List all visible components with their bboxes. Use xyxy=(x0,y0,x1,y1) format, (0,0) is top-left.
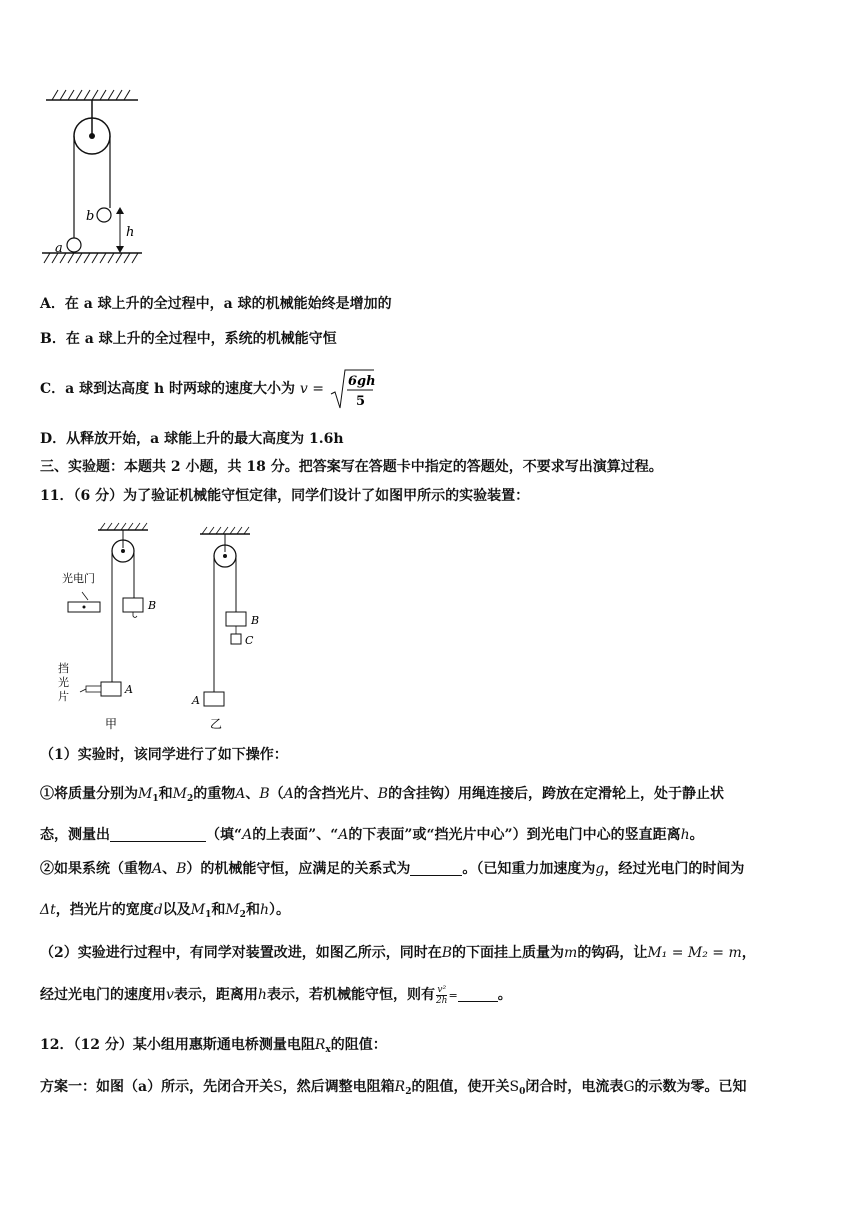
q11-part1-title: （1）实验时，该同学进行了如下操作： xyxy=(40,747,288,763)
label-b-yi: B xyxy=(251,614,260,627)
label-a-jia: A xyxy=(125,683,133,696)
hook-c xyxy=(231,634,241,644)
q11-part2-line1: （2）实验进行过程中，有同学对装置改进，如图乙所示，同时在B的下面挂上质量为m的钩码，让M₁ = M₂ = m， xyxy=(40,945,756,961)
ball-a xyxy=(67,238,81,252)
option-c-v: v = xyxy=(299,381,324,397)
q11-step1-line1: ①将质量分别为$M_1$和$M_2$的重物A、B（A的含挡光片、B的含挂钩）用绳连接后，跨放在定滑轮上，处于静止状 xyxy=(40,786,725,804)
pulley-figure-1 xyxy=(36,86,148,272)
label-a: a xyxy=(55,241,63,256)
option-c-text: C．a 球到达高度 h 时两球的速度大小为 xyxy=(40,381,296,397)
block-a-jia xyxy=(101,682,121,696)
option-b: B．在 a 球上升的全过程中，系统的机械能守恒 xyxy=(40,331,337,347)
label-shade-3: 片 xyxy=(58,690,69,703)
caption-jia: 甲 xyxy=(105,717,118,731)
answer-blank-2[interactable] xyxy=(410,861,462,876)
q11-step1-line2: 态，测量出 （填“A的上表面”、“A的下表面”或“挡光片中心”）到光电门中心的竖直距离h。 xyxy=(40,827,704,843)
q12-method1: 方案一：如图（a）所示，先闭合开关S，然后调整电阻箱$R_2$的阻值，使开关$S_0$闭合时，电流表G的示数为零。已知 xyxy=(40,1079,747,1097)
q11-header: 11．（6 分）为了验证机械能守恒定律，同学们设计了如图甲所示的实验装置： xyxy=(40,488,530,504)
shade-plate xyxy=(86,686,101,692)
q12-header: 12．（12 分）某小组用惠斯通电桥测量电阻$R_x$的阻值： xyxy=(40,1037,387,1055)
q11-part2-line2: 经过光电门的速度用v表示，距离用h表示，若机械能守恒，则有 $\frac{\text{v²}}{2h}$ = 。 xyxy=(40,984,512,1006)
option-c xyxy=(40,366,375,412)
label-shade-1: 挡 xyxy=(58,662,69,675)
option-c-den: 5 xyxy=(355,394,365,409)
option-c-num: 6gh xyxy=(347,374,375,389)
answer-blank-3[interactable] xyxy=(458,987,498,1002)
label-b: b xyxy=(86,209,95,224)
label-c-yi: C xyxy=(245,634,254,647)
answer-blank-1[interactable] xyxy=(110,827,206,842)
ball-b xyxy=(97,208,111,222)
q11-step2-line1: ②如果系统（重物A、B）的机械能守恒，应满足的关系式为 。（已知重力加速度为g，经过光电门的时间为 xyxy=(40,861,745,877)
block-b-jia xyxy=(123,598,143,612)
q11-step2-line2: Δt，挡光片的宽度d以及$M_1$和$M_2$和h）。 xyxy=(40,902,290,920)
apparatus-figure xyxy=(52,520,272,735)
fraction-v2-2h: $\frac{\text{v²}}{2h}$ xyxy=(435,984,448,1006)
block-a-yi xyxy=(204,692,224,706)
label-shade-2: 光 xyxy=(58,676,69,689)
label-b-jia: B xyxy=(148,599,157,612)
label-photogate: 光电门 xyxy=(62,572,95,585)
section-3-header: 三、实验题：本题共 2 小题，共 18 分。把答案写在答题卡中指定的答题处，不要求写出演算过程。 xyxy=(40,459,663,475)
label-h: h xyxy=(126,225,135,240)
label-a-yi: A xyxy=(192,694,200,707)
block-b-yi xyxy=(226,612,246,626)
option-a: A．在 a 球上升的全过程中，a 球的机械能始终是增加的 xyxy=(40,296,392,312)
option-d: D．从释放开始，a 球能上升的最大高度为 1.6h xyxy=(40,431,344,447)
caption-yi: 乙 xyxy=(210,717,223,731)
option-c-sqrt xyxy=(329,366,375,412)
